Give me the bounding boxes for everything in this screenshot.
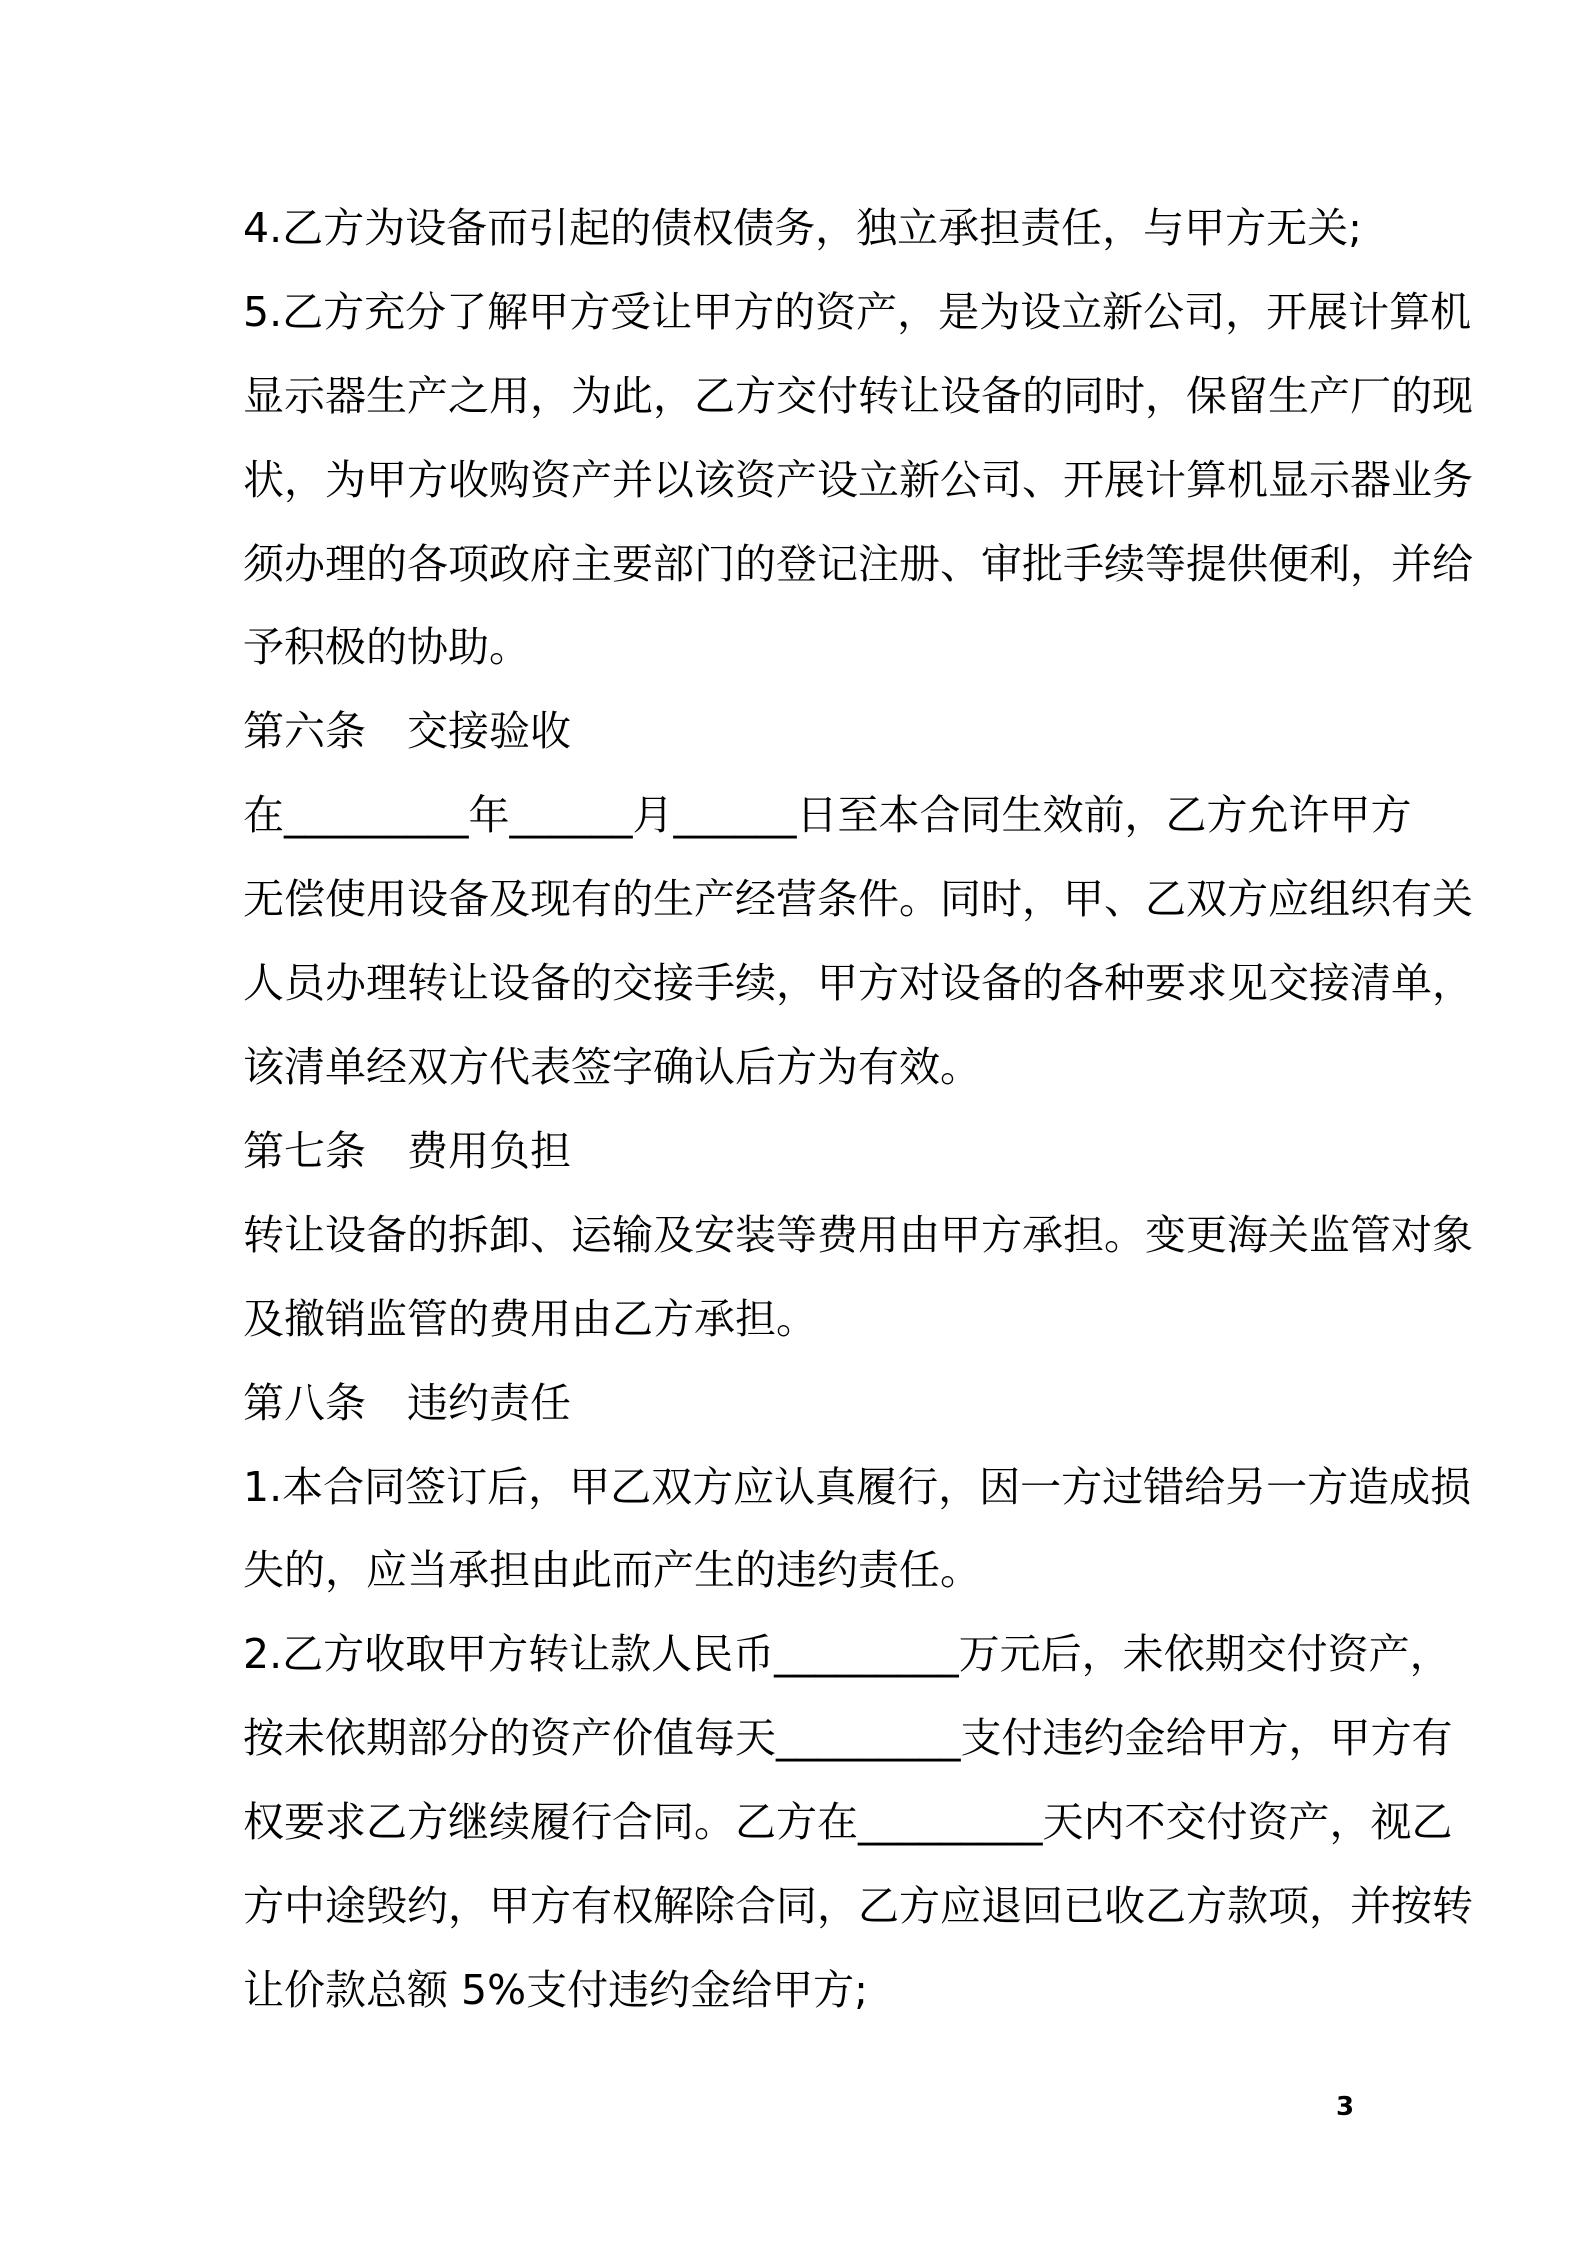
- text-line: 状，为甲方收购资产并以该资产设立新公司、开展计算机显示器业务: [243, 456, 1473, 504]
- text-line: 让价款总额 5%支付违约金给甲方;: [243, 1966, 868, 2014]
- text-line: 失的，应当承担由此而产生的违约责任。: [243, 1546, 981, 1594]
- text-line: 显示器生产之用，为此，乙方交付转让设备的同时，保留生产厂的现: [243, 372, 1473, 420]
- text-line: 该清单经双方代表签字确认后方为有效。: [243, 1043, 981, 1091]
- text-line: 无偿使用设备及现有的生产经营条件。同时，甲、乙双方应组织有关: [243, 875, 1473, 923]
- text-line: 在_________年______月______日至本合同生效前，乙方允许甲方: [243, 791, 1412, 839]
- section-heading: 第六条 交接验收: [243, 707, 571, 755]
- text-line: 及撤销监管的费用由乙方承担。: [243, 1295, 817, 1343]
- text-line: 按未依期部分的资产价值每天_________支付违约金给甲方，甲方有: [243, 1714, 1453, 1762]
- page-number: 3: [1336, 2092, 1355, 2122]
- text-line: 5.乙方充分了解甲方受让甲方的资产，是为设立新公司，开展计算机: [243, 288, 1472, 336]
- text-line: 4.乙方为设备而引起的债权债务，独立承担责任，与甲方无关;: [243, 204, 1362, 252]
- text-line: 转让设备的拆卸、运输及安装等费用由甲方承担。变更海关监管对象: [243, 1211, 1473, 1259]
- text-line: 须办理的各项政府主要部门的登记注册、审批手续等提供便利，并给: [243, 540, 1473, 588]
- text-line: 人员办理转让设备的交接手续，甲方对设备的各种要求见交接清单，: [243, 959, 1473, 1007]
- text-line: 2.乙方收取甲方转让款人民币_________万元后，未依期交付资产，: [243, 1630, 1451, 1678]
- section-heading: 第七条 费用负担: [243, 1127, 571, 1175]
- section-heading: 第八条 违约责任: [243, 1379, 571, 1427]
- text-line: 1.本合同签订后，甲乙双方应认真履行，因一方过错给另一方造成损: [243, 1463, 1472, 1511]
- text-line: 权要求乙方继续履行合同。乙方在_________天内不交付资产，视乙: [243, 1798, 1453, 1846]
- text-line: 予积极的协助。: [243, 623, 530, 671]
- text-line: 方中途毁约，甲方有权解除合同，乙方应退回已收乙方款项，并按转: [243, 1882, 1473, 1930]
